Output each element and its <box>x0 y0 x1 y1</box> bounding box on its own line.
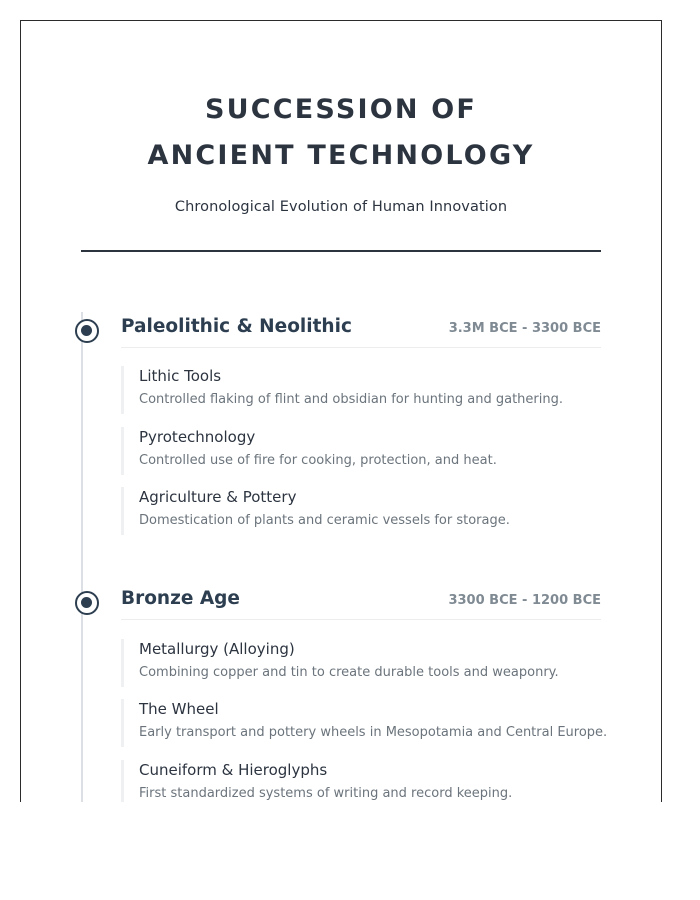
page-title: SUCCESSION OF ANCIENT TECHNOLOGY <box>147 94 535 171</box>
tech-item-description: Domestication of plants and ceramic vessels for storage. <box>139 513 510 528</box>
tech-item <box>121 366 601 414</box>
tech-item <box>121 427 601 475</box>
tech-item-description: Controlled flaking of flint and obsidian for hunting and gathering. <box>139 392 563 407</box>
tech-item-description: Combining copper and tin to create durable tools and weaponry. <box>139 665 559 680</box>
timeline-line <box>81 312 83 802</box>
tech-item-description: First standardized systems of writing and record keeping. <box>139 786 513 801</box>
era-dates: 3300 BCE - 1200 BCE <box>448 593 601 608</box>
tech-item-title: Cuneiform & Hieroglyphs <box>139 761 328 779</box>
timeline-marker-icon <box>75 319 99 343</box>
tech-item-title: Metallurgy (Alloying) <box>139 640 295 658</box>
page-subtitle: Chronological Evolution of Human Innovation <box>174 199 508 215</box>
era-header <box>121 316 601 348</box>
tech-item <box>121 639 601 687</box>
tech-item <box>121 699 608 747</box>
page-header <box>21 21 661 215</box>
era-title: Paleolithic & Neolithic <box>121 316 352 337</box>
tech-item <box>121 487 601 535</box>
era-title: Bronze Age <box>121 588 240 609</box>
timeline-marker-icon <box>75 591 99 615</box>
tech-item-description: Early transport and pottery wheels in Mesopotamia and Central Europe. <box>139 725 608 740</box>
era-header <box>121 588 601 620</box>
tech-item-title: Lithic Tools <box>139 367 222 385</box>
tech-item-description: Controlled use of fire for cooking, protection, and heat. <box>139 453 497 468</box>
tech-item-title: Pyrotechnology <box>139 428 256 446</box>
tech-item-title: The Wheel <box>139 700 219 718</box>
header-divider <box>81 250 601 252</box>
era-dates: 3.3M BCE - 3300 BCE <box>448 321 601 336</box>
tech-item-title: Agriculture & Pottery <box>139 488 297 506</box>
tech-item <box>121 760 601 802</box>
document-card <box>20 20 662 802</box>
